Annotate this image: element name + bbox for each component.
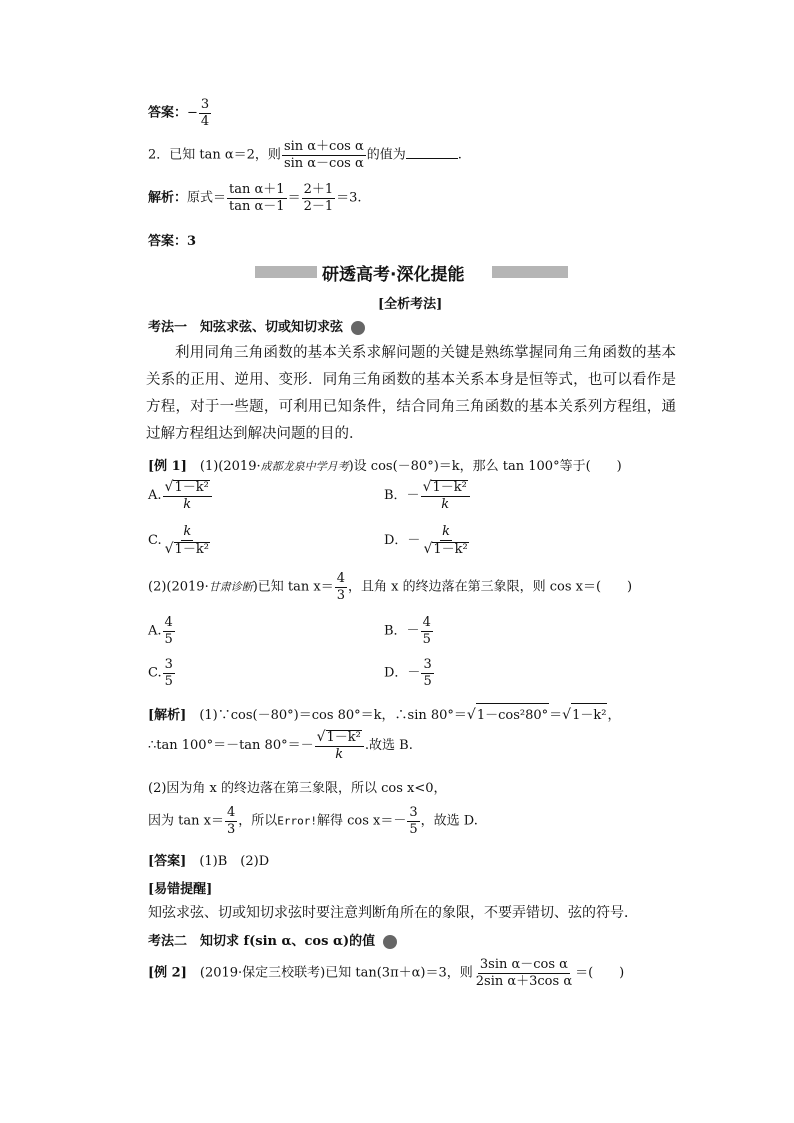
tip-text: 知弦求弦、切或知切求弦时要注意判断角所在的象限，不要弄错切、弦的符号． (148, 905, 638, 921)
option-c2: C. $\frac{3}{5}$ (148, 657, 173, 689)
answer-label: 答案： (148, 105, 188, 121)
option-a: A. $\frac{\text{√1－k²}}{k}$ (148, 480, 213, 511)
method-1-title: 考法一 知弦求弦、切或知切求弦 (148, 316, 365, 335)
fraction: $\frac{\text{sin α＋cos α}}{\text{sin α－cos α}}$ (283, 139, 364, 171)
example-1-part-2: (2)(2019·甘肃诊断)已知 tan x＝ $\frac{4}{3}$ ，且角 x 的终边落在第三象限，则 cos x＝( ) (148, 571, 633, 603)
fraction: $\frac{3}{4}$ (200, 97, 210, 129)
option-b2: B．－ $\frac{4}{5}$ (384, 615, 431, 647)
banner-bar-right (492, 266, 568, 278)
answer-ex1: [答案] (1)B (2)D (148, 854, 270, 869)
option-d: D．－ $\frac{k}{\text{√1－k²}}$ (384, 524, 468, 557)
option-d2: D．－ $\frac{3}{5}$ (384, 657, 432, 689)
option-b: B．－ $\frac{\text{√1－k²}}{k}$ (384, 480, 471, 511)
answer-2: 答案：3 (148, 234, 197, 249)
solution-ex1-line1: [解析] (1)∵cos(－80°)＝cos 80°＝k，∴sin 80°＝√1－cos²80°＝√1－k²， (148, 703, 620, 723)
option-c: C. $\frac{k}{\text{√1－k²}}$ (148, 524, 209, 557)
option-a2: A. $\frac{4}{5}$ (148, 615, 173, 647)
method-2-title: 考法二 知切求 f(sin α、cos α)的值 (148, 930, 397, 949)
tip-label: [易错提醒] (148, 882, 213, 897)
example-2-question: [例 2] (2019·保定三校联考)已知 tan(3π＋α)＝3，则 $\frac{\text{3sin α－cos α}}{\text{2sin α＋3cos α}}$ ＝( ) (148, 957, 625, 989)
dot-icon (351, 321, 365, 335)
answer-blank (406, 146, 458, 159)
solution-ex1-line3: (2)因为角 x 的终边落在第三象限，所以 cos x<0， (148, 781, 447, 796)
example-1-question: [例 1] (1)(2019·成都龙泉中学月考)设 cos(－80°)＝k，那么 tan 100°等于( ) (148, 459, 622, 474)
banner-bar-left (255, 266, 317, 278)
fraction: $\frac{2+1}{2-1}$ (303, 182, 334, 214)
section-banner-title: 研透高考·深化提能 (322, 265, 465, 285)
solution-ex1-line2: ∴tan 100°＝－tan 80°＝－ $\frac{\text{√1－k²}}{k}$ .故选 B. (148, 729, 413, 762)
subheading: [全析考法] (378, 297, 443, 312)
solution-ex1-line4: 因为 tan x＝ $\frac{4}{3}$ ，所以Error!解得 cos x＝－ $\frac{3}{5}$ ，故选 D. (148, 805, 478, 837)
question-2: 2．已知 tan α＝2，则 $\frac{\text{sin α＋cos α}}{\text{sin α－cos α}}$ 的值为 . (148, 139, 462, 171)
answer-1: 答案：− $\frac{3}{4}$ (148, 97, 210, 129)
solution-2: 解析：原式＝ $\frac{\text{tan α＋1}}{\text{tan α－1}}$ ＝ $\frac{2+1}{2-1}$ ＝3. (148, 182, 362, 214)
dot-icon (383, 935, 397, 949)
explanation-paragraph: 利用同角三角函数的基本关系求解问题的关键是熟练掌握同角三角函数的基本关系的正用、逆用、变形．同角三角函数的基本关系本身是恒等式，也可以看作是方程，对于一些题，可利用已知条件，结合同角三角函数的基本关系列方程组，通过解方程组达到解决问题的目的． (146, 345, 676, 442)
fraction: $\frac{\text{tan α＋1}}{\text{tan α－1}}$ (229, 182, 285, 214)
